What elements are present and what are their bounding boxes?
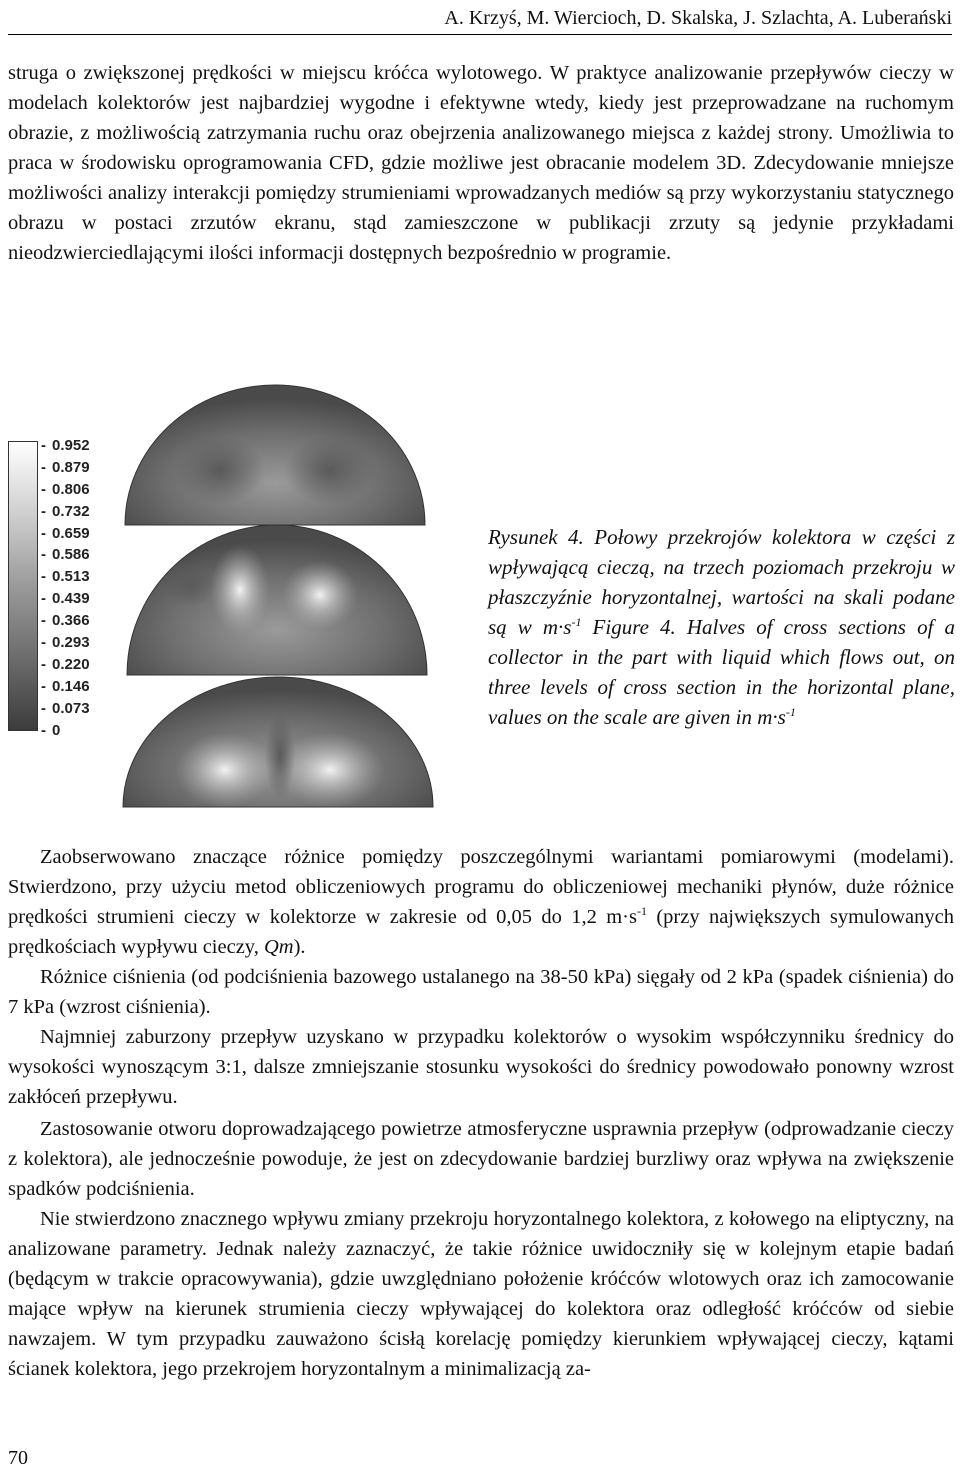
running-header: [8, 4, 952, 35]
caption-pl: Rysunek 4. Połowy przekrojów kolektora w części z wpływającą cieczą, na trzech poziomach przekroju w płaszczyźnie horyzontalnej, wartości na skali podane są w m·s: [488, 525, 955, 639]
figure-caption: [488, 522, 955, 732]
dark-spot: [165, 563, 215, 607]
legend-label: - 0.732: [41, 501, 90, 523]
legend-label: - 0.146: [41, 676, 90, 698]
legend-label: - 0.586: [41, 544, 90, 566]
p1-part-c: ).: [293, 936, 306, 958]
legend-label: - 0.293: [41, 632, 90, 654]
legend-label: - 0.220: [41, 654, 90, 676]
velocity-legend: [8, 435, 118, 739]
legend-label: - 0.366: [41, 610, 90, 632]
cross-section-figure: [105, 375, 460, 815]
light-region: [282, 560, 358, 630]
paragraph-2: Różnice ciśnienia (od podciśnienia bazowego ustalanego na 38-50 kPa) sięgały od 2 kPa (spadek ciśnienia) do 7 kPa (wzrost ciśnienia).: [8, 966, 954, 1018]
legend-color-bar: [8, 441, 38, 731]
caption-en-sup: -1: [785, 705, 796, 719]
dark-spot: [175, 435, 265, 505]
p1-part-b: (przy największych symulowanych prędkościach wypływu cieczy,: [8, 906, 954, 958]
caption-en: Figure 4. Halves of cross sections of a collector in the part with liquid which flows out, on three levels of cross section in the horizontal plane, values on the scale are given in m·s: [488, 615, 955, 729]
dark-spot: [285, 435, 375, 505]
legend-label: - 0.073: [41, 698, 90, 720]
legend-label: - 0.806: [41, 479, 90, 501]
page-number: 70: [8, 1447, 28, 1469]
legend-label: - 0.659: [41, 523, 90, 545]
paragraph-5: Nie stwierdzono znacznego wpływu zmiany przekroju horyzontalnego kolektora, z kołowego na eliptyczny, na analizowane parametry. Jednak należy zaznaczyć, że takie różnice uwidoczniły się w kolejnym etapie badań (będącym w trakcie opracowywania), gdzie uwzględniano położenie króćców wlotowych oraz ich zamocowanie mające wpływ na kierunek strumienia cieczy wpływającej do kolektora oraz odległość króćców od siebie nawzajem. W tym przypadku zauważono ścisłą korelację pomiędzy kierunkiem wpływającej cieczy, kątami ścianek kolektora, jego przekrojem horyzontalnym a minimalizacją za-: [8, 1208, 954, 1380]
legend-labels: [41, 435, 90, 741]
legend-label: - 0.439: [41, 588, 90, 610]
legend-label: - 0.952: [41, 435, 90, 457]
p1-part-a: Zaobserwowano znaczące różnice pomiędzy poszczególnymi wariantami pomiarowymi (modelami). Stwierdzono, przy użyciu metod obliczeniowych programu do obliczeniowej mechaniki płynów, duże różnice prędkości strumieni cieczy w kolektorze w zakresie od 0,05 do 1,2 m·s: [8, 846, 954, 928]
cross-section-top: [125, 385, 425, 525]
paragraph-4: Zastosowanie otworu doprowadzającego powietrze atmosferyczne usprawnia przepływ (odprowadzanie cieczy z kolektora), ale jednocześnie powoduje, że jest on zdecydowanie bardziej burzliwy oraz wpływa na zwiększenie spadków podciśnienia.: [8, 1118, 954, 1200]
caption-pl-sup: -1: [571, 615, 582, 629]
legend-label: - 0.879: [41, 457, 90, 479]
legend-label: - 0.513: [41, 566, 90, 588]
dark-spot: [265, 710, 295, 800]
legend-label: - 0: [41, 720, 90, 742]
p1-sup: -1: [636, 904, 647, 919]
light-region: [210, 545, 270, 635]
light-region: [175, 732, 275, 808]
paragraph-3: Najmniej zaburzony przepływ uzyskano w przypadku kolektorów o wysokim współczynniku średnicy do wysokości wynoszącym 3:1, dalsze zmniejszanie stosunku wysokości do średnicy powodowało ponowny wzrost zakłóceń przepływu.: [8, 1026, 954, 1108]
header-authors: A. Krzyś, M. Wiercioch, D. Skalska, J. Szlachta, A. Luberański: [444, 7, 952, 29]
paragraph-intro: struga o zwiększonej prędkości w miejscu króćca wylotowego. W praktyce analizowanie przepływów cieczy w modelach kolektorów jest najbardziej wygodne i efektywne wtedy, kiedy jest przeprowadzane na ruchomym obrazie, z możliwością zatrzymania ruchu oraz obejrzenia analizowanego miejsca z każdej strony. Umożliwia to praca w środowisku oprogramowania CFD, gdzie możliwe jest obracanie modelem 3D. Zdecydowanie mniejsze możliwości analizy interakcji pomiędzy strumieniami wprowadzanych mediów są przy wykorzystaniu statycznego obrazu w postaci zrzutów ekranu, stąd zamieszczone w publikacji zrzuty są jedynie przykładami nieodzwierciedlającymi ilości informacji dostępnych bezpośrednio w programie.: [8, 62, 954, 264]
paragraph-1: [8, 842, 954, 962]
p1-qm: Qm: [263, 936, 294, 958]
